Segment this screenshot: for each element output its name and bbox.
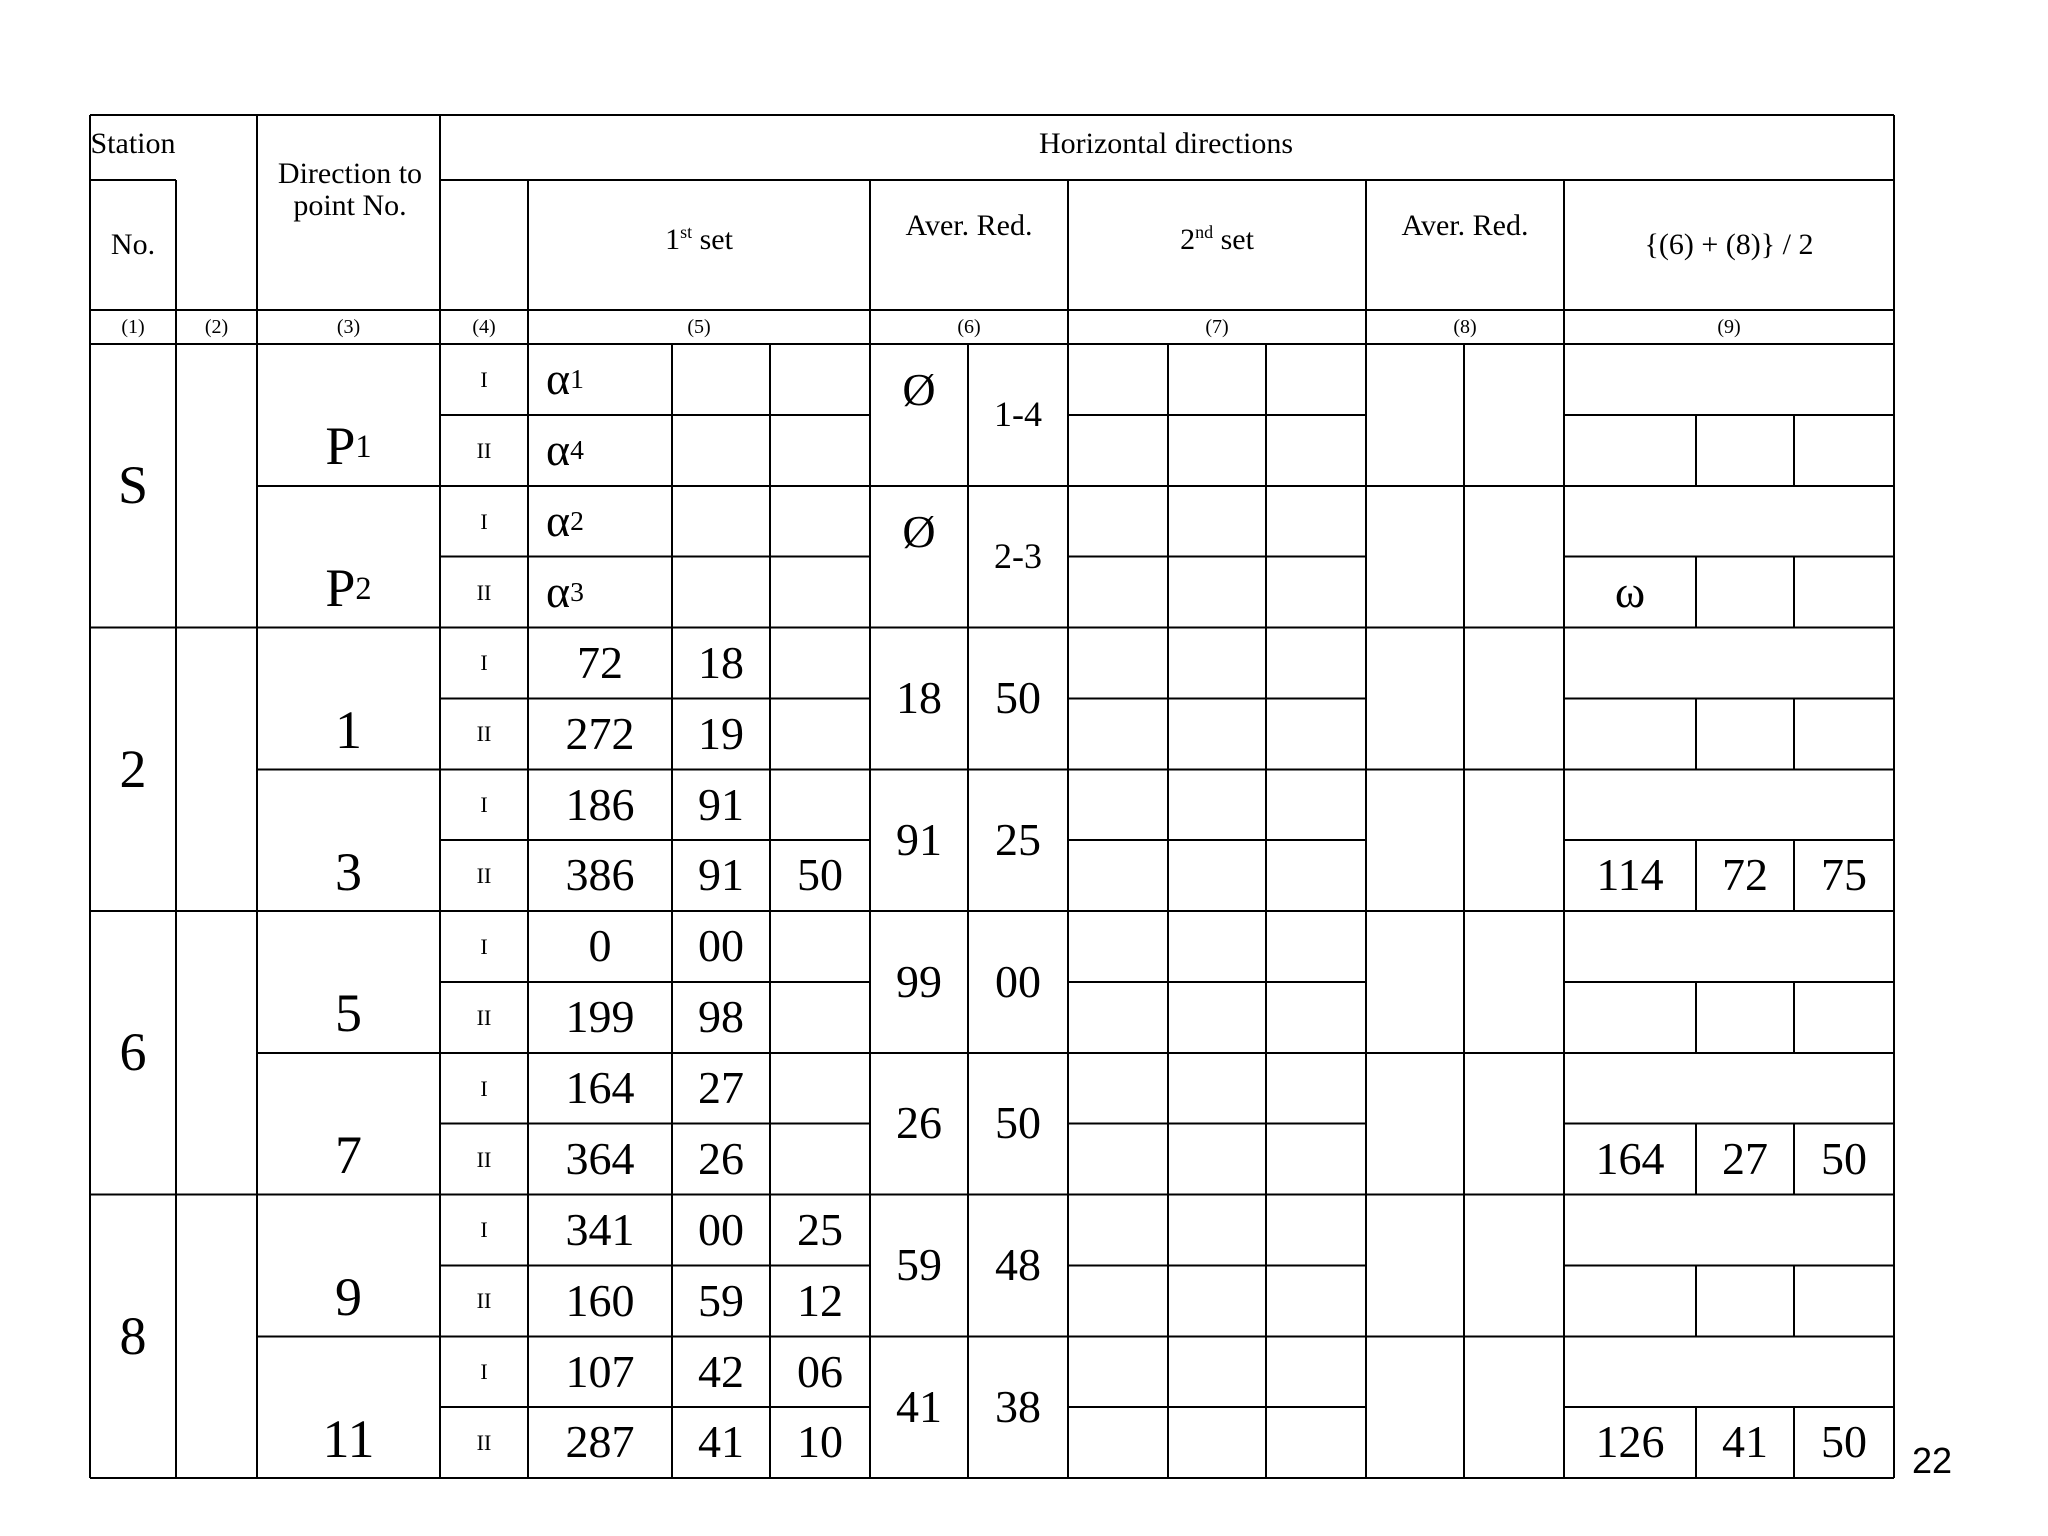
target-point: 7 bbox=[335, 1125, 362, 1186]
target-point bbox=[257, 408, 440, 486]
result-seconds bbox=[1794, 557, 1894, 628]
face-indicator: II bbox=[476, 579, 492, 605]
target-point-main: P bbox=[325, 558, 356, 619]
face-indicator: II bbox=[476, 1288, 492, 1314]
reading-minutes: 98 bbox=[698, 991, 744, 1043]
face-indicator: I bbox=[480, 650, 488, 676]
reading-degrees-main: α bbox=[546, 495, 571, 547]
face-indicator: II bbox=[476, 1430, 492, 1456]
page-number: 22 bbox=[1912, 1440, 1953, 1481]
reading-degrees: 341 bbox=[565, 1203, 635, 1255]
reading-degrees-main: α bbox=[546, 424, 571, 476]
reading-minutes: 59 bbox=[698, 1274, 744, 1326]
average-minutes: 59 bbox=[896, 1239, 942, 1291]
result-degrees bbox=[1564, 415, 1696, 486]
face-indicator: II bbox=[476, 863, 492, 889]
reading-seconds bbox=[770, 486, 870, 557]
second-set-sup: nd bbox=[1195, 222, 1214, 243]
reading-degrees bbox=[528, 557, 672, 628]
reading-seconds bbox=[770, 557, 870, 628]
result-seconds bbox=[1794, 982, 1894, 1053]
average-seconds: 50 bbox=[995, 1097, 1041, 1149]
reading-degrees-sub: 1 bbox=[570, 362, 584, 394]
column-number-3: (3) bbox=[336, 316, 361, 338]
reading-seconds bbox=[770, 344, 870, 415]
result-degrees: 114 bbox=[1596, 849, 1664, 901]
result-minutes: 72 bbox=[1722, 849, 1768, 901]
target-point bbox=[257, 550, 440, 628]
reading-minutes: 41 bbox=[698, 1416, 744, 1468]
reading-degrees-main: α bbox=[546, 565, 571, 617]
average-minutes: 99 bbox=[896, 955, 942, 1007]
target-point: 3 bbox=[335, 841, 362, 902]
target-point-sub: 1 bbox=[355, 428, 372, 465]
result-seconds: 50 bbox=[1821, 1416, 1867, 1468]
result-degrees: ω bbox=[1614, 565, 1646, 617]
reading-minutes: 00 bbox=[698, 920, 744, 972]
result-seconds bbox=[1794, 1265, 1894, 1336]
column-number-1: (1) bbox=[121, 316, 145, 338]
target-point: 5 bbox=[335, 983, 362, 1044]
average-seconds: 48 bbox=[995, 1239, 1041, 1291]
reading-degrees: 272 bbox=[565, 707, 635, 759]
reading-degrees: 164 bbox=[565, 1062, 635, 1114]
column-number-5: (5) bbox=[687, 316, 711, 338]
average-minutes: 41 bbox=[896, 1380, 942, 1432]
reading-seconds bbox=[770, 769, 870, 840]
reading-minutes bbox=[672, 415, 770, 486]
face-indicator: I bbox=[480, 933, 488, 959]
header-horizontal-directions: Horizontal directions bbox=[1038, 127, 1294, 160]
average-seconds: 25 bbox=[995, 813, 1041, 865]
average-seconds: 50 bbox=[995, 672, 1041, 724]
reading-seconds: 06 bbox=[797, 1345, 843, 1397]
average-minutes: 91 bbox=[896, 813, 942, 865]
face-indicator: I bbox=[480, 1359, 488, 1385]
result-degrees: 164 bbox=[1595, 1132, 1665, 1184]
reading-seconds bbox=[770, 911, 870, 982]
header-second-set bbox=[1068, 224, 1366, 256]
result-minutes bbox=[1696, 1265, 1794, 1336]
result-degrees: 126 bbox=[1595, 1416, 1665, 1468]
result-degrees bbox=[1564, 1265, 1696, 1336]
header-formula: {(6) + (8)} / 2 bbox=[1644, 228, 1814, 261]
reading-minutes: 19 bbox=[698, 707, 744, 759]
column-number-8: (8) bbox=[1453, 316, 1477, 338]
reading-seconds bbox=[770, 982, 870, 1053]
face-indicator: II bbox=[476, 1146, 492, 1172]
result-minutes bbox=[1696, 982, 1794, 1053]
reading-minutes bbox=[672, 557, 770, 628]
reading-degrees-main: α bbox=[546, 353, 571, 405]
face-indicator: II bbox=[476, 1004, 492, 1030]
column-number-6: (6) bbox=[957, 316, 981, 338]
reading-degrees bbox=[528, 415, 672, 486]
target-point: 11 bbox=[322, 1408, 375, 1469]
reading-seconds bbox=[770, 415, 870, 486]
reading-seconds bbox=[770, 698, 870, 769]
reading-minutes: 26 bbox=[698, 1132, 744, 1184]
reading-degrees: 160 bbox=[565, 1274, 635, 1326]
first-set-word: set bbox=[699, 223, 733, 256]
second-set-num: 2 bbox=[1180, 223, 1196, 256]
reading-degrees: 72 bbox=[577, 636, 623, 688]
reading-degrees bbox=[528, 486, 672, 557]
result-minutes bbox=[1696, 698, 1794, 769]
result-minutes bbox=[1696, 415, 1794, 486]
header-no: No. bbox=[110, 228, 156, 261]
reading-seconds bbox=[770, 1053, 870, 1124]
reading-minutes: 91 bbox=[698, 778, 744, 830]
header-first-set bbox=[528, 224, 870, 256]
reading-seconds: 50 bbox=[797, 849, 843, 901]
reading-minutes: 27 bbox=[698, 1062, 744, 1114]
reading-degrees-sub: 3 bbox=[570, 575, 584, 607]
target-point: 1 bbox=[335, 699, 362, 760]
station-number: 6 bbox=[119, 1022, 147, 1083]
result-degrees bbox=[1564, 698, 1696, 769]
reading-minutes bbox=[672, 486, 770, 557]
reading-seconds: 10 bbox=[797, 1416, 843, 1468]
column-number-2: (2) bbox=[204, 316, 229, 338]
average-minutes: Ø bbox=[902, 364, 936, 415]
second-set-word: set bbox=[1220, 223, 1254, 256]
aver-red-1-text: Aver. Red. bbox=[905, 209, 1033, 242]
target-point: 9 bbox=[335, 1266, 362, 1327]
average-seconds: 2-3 bbox=[994, 535, 1042, 576]
reading-minutes bbox=[672, 344, 770, 415]
header-aver-red-1 bbox=[870, 210, 1068, 242]
face-indicator: I bbox=[480, 1075, 488, 1101]
target-point-main: P bbox=[325, 416, 356, 477]
station-number: 8 bbox=[119, 1305, 147, 1366]
header-direction-text: Direction to point No. bbox=[277, 157, 423, 222]
result-minutes bbox=[1696, 557, 1794, 628]
average-minutes: Ø bbox=[902, 505, 936, 557]
result-minutes: 41 bbox=[1722, 1416, 1768, 1468]
column-number-4: (4) bbox=[472, 316, 496, 338]
first-set-num: 1 bbox=[665, 223, 681, 256]
face-indicator: I bbox=[480, 508, 488, 534]
average-minutes: 26 bbox=[896, 1097, 942, 1149]
reading-seconds: 12 bbox=[797, 1274, 843, 1326]
face-indicator: I bbox=[480, 1217, 488, 1243]
result-degrees bbox=[1564, 982, 1696, 1053]
aver-red-2-text: Aver. Red. bbox=[1401, 209, 1529, 242]
result-minutes: 27 bbox=[1722, 1132, 1768, 1184]
average-seconds: 38 bbox=[995, 1380, 1041, 1432]
face-indicator: I bbox=[480, 366, 488, 392]
reading-degrees: 386 bbox=[565, 849, 635, 901]
average-seconds: 1-4 bbox=[994, 393, 1042, 434]
reading-seconds bbox=[770, 628, 870, 699]
reading-degrees-sub: 2 bbox=[570, 504, 584, 536]
face-indicator: II bbox=[476, 721, 492, 747]
target-point-sub: 2 bbox=[355, 570, 372, 607]
header-direction bbox=[258, 158, 442, 221]
result-seconds bbox=[1794, 415, 1894, 486]
reading-minutes: 00 bbox=[698, 1203, 744, 1255]
face-indicator: II bbox=[476, 437, 492, 463]
reading-degrees: 0 bbox=[588, 920, 612, 972]
reading-degrees: 287 bbox=[565, 1416, 635, 1468]
reading-degrees bbox=[528, 344, 672, 415]
average-seconds: 00 bbox=[995, 955, 1041, 1007]
result-seconds: 50 bbox=[1821, 1132, 1867, 1184]
reading-degrees-sub: 4 bbox=[570, 433, 584, 465]
reading-degrees: 199 bbox=[565, 991, 635, 1043]
result-seconds bbox=[1794, 698, 1894, 769]
station-number: 2 bbox=[119, 738, 147, 799]
header-station: Station bbox=[90, 127, 176, 160]
column-number-9: (9) bbox=[1717, 316, 1741, 338]
column-number-7: (7) bbox=[1205, 316, 1229, 338]
reading-degrees: 364 bbox=[565, 1132, 635, 1184]
result-seconds: 75 bbox=[1821, 849, 1867, 901]
reading-minutes: 18 bbox=[698, 636, 744, 688]
reading-seconds: 25 bbox=[797, 1203, 843, 1255]
reading-degrees: 186 bbox=[565, 778, 635, 830]
header-aver-red-2 bbox=[1366, 210, 1564, 242]
face-indicator: I bbox=[480, 792, 488, 818]
reading-seconds bbox=[770, 1124, 870, 1195]
station-number: S bbox=[117, 455, 149, 516]
reading-minutes: 42 bbox=[698, 1345, 744, 1397]
reading-degrees: 107 bbox=[565, 1345, 635, 1397]
reading-minutes: 91 bbox=[698, 849, 744, 901]
average-minutes: 18 bbox=[896, 672, 942, 724]
first-set-sup: st bbox=[680, 222, 693, 243]
